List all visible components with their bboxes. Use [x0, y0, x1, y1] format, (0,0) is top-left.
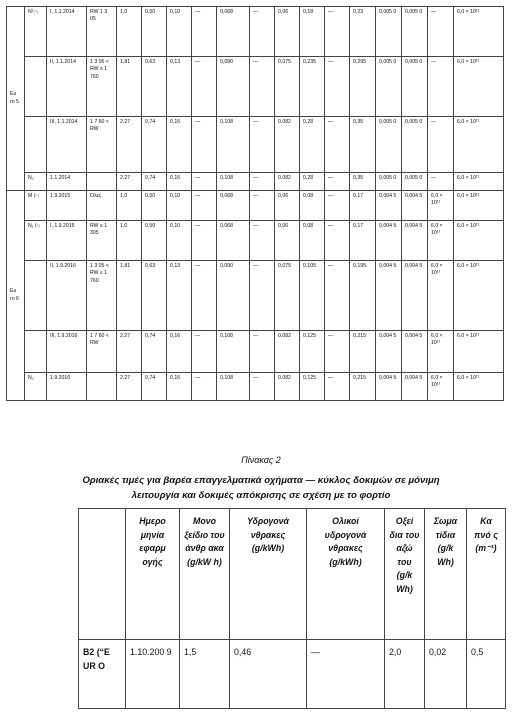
- table-cell-pm: 0,06: [275, 221, 300, 261]
- vehicle-category-cell: [25, 173, 47, 191]
- table-cell-c1: —: [325, 191, 350, 221]
- table-cell-rw: RW 1 3 05: [87, 7, 117, 57]
- table-cell-pn: 0,125: [300, 331, 325, 373]
- table-cell-hc: 0,74: [142, 117, 167, 173]
- table-row: [7, 57, 504, 117]
- table-cell: 0,02: [425, 640, 467, 709]
- table-cell-hc: 0,50: [142, 7, 167, 57]
- header-cell: Υδρογονά νθρακες (g/kWh): [230, 509, 307, 640]
- row-label: B2 (“E UR O: [79, 640, 126, 709]
- header-cell: Οξεί δια του αζώ του (g/k Wh): [385, 509, 425, 640]
- vehicle-category: N₂: [28, 375, 34, 381]
- table-cell: 0,5: [467, 640, 506, 709]
- table-cell-hc: 0,50: [142, 221, 167, 261]
- table-cell-c4: 0,004 5: [402, 331, 428, 373]
- header-cell: Μονο ξείδιο του άνθρ ακα (g/kW h): [180, 509, 230, 640]
- table-cell-pn: 0,235: [300, 57, 325, 117]
- emissions-limits-table-euro5-euro6: [6, 6, 504, 401]
- table-cell-rw: 1 3 05 < RW ≤ 1 760: [87, 261, 117, 331]
- table-cell: 1.10.200 9: [126, 640, 180, 709]
- table-cell-pm: 0,075: [275, 261, 300, 331]
- table-cell-nh3: —: [250, 191, 275, 221]
- heavy-duty-limits-table: [78, 508, 506, 709]
- table-cell-co: 2,27: [117, 173, 142, 191]
- table-cell-nh3: —: [250, 373, 275, 401]
- table-cell-ch4: —: [192, 117, 217, 173]
- table-cell-c4: 0,005 0: [402, 173, 428, 191]
- table-cell-pm: 0,075: [275, 57, 300, 117]
- table-cell-pn: 0,105: [300, 261, 325, 331]
- table-row: [7, 117, 504, 173]
- footnote-ref: ⁶⁾): [35, 194, 40, 198]
- table-cell-nh3: —: [250, 331, 275, 373]
- vehicle-category: N₂: [28, 175, 34, 181]
- table-cell-rw: Όλες: [87, 191, 117, 221]
- vehicle-category-cell: [25, 7, 47, 57]
- table-cell-hc: 0,74: [142, 331, 167, 373]
- table-cell-c5: —: [428, 117, 454, 173]
- table-cell-c1: —: [325, 261, 350, 331]
- table-cell-c3: 0,004 5: [376, 373, 402, 401]
- table-cell-c2: 0,23: [350, 7, 376, 57]
- table-cell-c6: 6,0 × 10¹¹: [454, 221, 504, 261]
- vehicle-category-cell: [25, 331, 47, 373]
- table-cell: 2,0: [385, 640, 425, 709]
- vehicle-category: M (: [28, 193, 36, 199]
- table-row: [79, 640, 506, 709]
- table-cell-co: 1,0: [117, 7, 142, 57]
- table-cell-ch4: —: [192, 57, 217, 117]
- table-cell-c1: —: [325, 221, 350, 261]
- table-cell-nmhc: 0,16: [167, 373, 192, 401]
- table-cell-nmhc: 0,10: [167, 7, 192, 57]
- table-cell-hc: 0,63: [142, 261, 167, 331]
- header-cell: [79, 509, 126, 640]
- table-cell-c3: 0,004 5: [376, 221, 402, 261]
- table-row: [7, 173, 504, 191]
- table-cell-c2: 0,295: [350, 57, 376, 117]
- table-row: [7, 331, 504, 373]
- table-cell-rw: 1 3 05 < RW ≤ 1 760: [87, 57, 117, 117]
- table-cell-c5: 6,0 × 10¹¹: [428, 261, 454, 331]
- vehicle-category-cell: [25, 373, 47, 401]
- table-cell-co: 1,81: [117, 57, 142, 117]
- table-cell-date: II, 1.1.2014: [47, 57, 87, 117]
- table-cell-c4: 0,004 5: [402, 191, 428, 221]
- table-cell-c6: 6,0 × 10¹¹: [454, 57, 504, 117]
- table-cell: 0,46: [230, 640, 307, 709]
- table-row: [7, 191, 504, 221]
- table-cell-ch4: —: [192, 173, 217, 191]
- table-cell-nox: 0,108: [217, 373, 250, 401]
- euro-stage-label: Eu ro 5: [7, 7, 25, 191]
- table-cell-nox: 0,108: [217, 331, 250, 373]
- vehicle-category-cell: [25, 261, 47, 331]
- table-cell-nh3: —: [250, 173, 275, 191]
- table-cell-c1: —: [325, 331, 350, 373]
- table-cell-rw: RW ≤ 1 305: [87, 221, 117, 261]
- table-cell-c1: —: [325, 7, 350, 57]
- table-cell-ch4: —: [192, 191, 217, 221]
- table-cell-ch4: —: [192, 221, 217, 261]
- table-cell-nh3: —: [250, 261, 275, 331]
- header-cell: Σωμα τίδια (g/k Wh): [425, 509, 467, 640]
- table-cell-c5: 6,0 × 10¹¹: [428, 373, 454, 401]
- table-cell-c5: 6,0 × 10¹¹: [428, 221, 454, 261]
- table-cell-pn: 0,28: [300, 117, 325, 173]
- table-cell-pm: 0,06: [275, 7, 300, 57]
- table-cell-rw: [87, 373, 117, 401]
- table-cell-c3: 0,005 0: [376, 57, 402, 117]
- table-cell-co: 2,27: [117, 373, 142, 401]
- table-cell-nh3: —: [250, 117, 275, 173]
- table-cell-nmhc: 0,16: [167, 331, 192, 373]
- table-cell-nox: 0,090: [217, 57, 250, 117]
- table-cell-c2: 0,215: [350, 331, 376, 373]
- table-cell-rw: 1 7 60 < RW: [87, 117, 117, 173]
- table-cell-pm: 0,082: [275, 117, 300, 173]
- table-cell-c4: 0,005 0: [402, 117, 428, 173]
- table-cell-date: 1.9.2015: [47, 191, 87, 221]
- table-cell-nh3: —: [250, 221, 275, 261]
- table-cell-hc: 0,74: [142, 373, 167, 401]
- table-cell: 1,5: [180, 640, 230, 709]
- table-title-line2: λειτουργία και δοκιμές απόκρισης σε σχέση με το φορτίο: [131, 490, 391, 501]
- table-cell-c6: 6,0 × 10¹¹: [454, 373, 504, 401]
- table-cell-c6: 6,0 × 10¹¹: [454, 7, 504, 57]
- table-cell-c6: 6,0 × 10¹¹: [454, 173, 504, 191]
- table-cell-pm: 0,082: [275, 373, 300, 401]
- table-cell-c3: 0,005 0: [376, 173, 402, 191]
- table-cell-nh3: —: [250, 7, 275, 57]
- footnote-ref: (⁶⁾): [33, 10, 39, 14]
- table-cell-pm: 0,082: [275, 173, 300, 191]
- table-cell: —: [307, 640, 385, 709]
- footnote-ref: ⁶⁾): [36, 224, 41, 228]
- euro-stage-label: Eu ro 6: [7, 191, 25, 401]
- table-cell-nmhc: 0,13: [167, 261, 192, 331]
- table-cell-co: 2,27: [117, 117, 142, 173]
- table-cell-date: 1.1.2014: [47, 173, 87, 191]
- table-row: [7, 373, 504, 401]
- table-header-row: [79, 509, 506, 640]
- table-cell-date: I, 1.1.2014: [47, 7, 87, 57]
- table-cell-c1: —: [325, 173, 350, 191]
- table-cell-nh3: —: [250, 57, 275, 117]
- table-cell-c1: —: [325, 57, 350, 117]
- table-number: Πίνακας 2: [241, 455, 281, 465]
- table-cell-pn: 0,18: [300, 7, 325, 57]
- table-cell-pn: 0,08: [300, 221, 325, 261]
- table-row: [7, 7, 504, 57]
- table-cell-co: 2,27: [117, 331, 142, 373]
- table-cell-date: 1.9.2016: [47, 373, 87, 401]
- vehicle-category-cell: [25, 221, 47, 261]
- vehicle-category-cell: [25, 117, 47, 173]
- table-cell-c4: 0,004 5: [402, 221, 428, 261]
- table-cell-hc: 0,50: [142, 191, 167, 221]
- table-cell-pn: 0,125: [300, 373, 325, 401]
- table-cell-c1: —: [325, 117, 350, 173]
- table-cell-nmhc: 0,13: [167, 57, 192, 117]
- table-cell-c2: 0,195: [350, 261, 376, 331]
- table-cell-c2: 0,35: [350, 117, 376, 173]
- header-cell: Ολικοί υδρογονά νθρακες (g/kWh): [307, 509, 385, 640]
- table-cell-pn: 0,08: [300, 191, 325, 221]
- table-cell-nox: 0,068: [217, 221, 250, 261]
- table-cell-c4: 0,005 0: [402, 7, 428, 57]
- table-row: [7, 221, 504, 261]
- table-cell-c6: 6,0 × 10¹¹: [454, 191, 504, 221]
- table-cell-pm: 0,082: [275, 331, 300, 373]
- table-cell-ch4: —: [192, 261, 217, 331]
- table-title-line1: Οριακές τιμές για βαρέα επαγγελματικά οχήματα — κύκλος δοκιμών σε μόνιμη: [82, 475, 440, 486]
- table-cell-nmhc: 0,16: [167, 173, 192, 191]
- vehicle-category-cell: [25, 57, 47, 117]
- table-cell-nox: 0,090: [217, 261, 250, 331]
- table-cell-c6: 6,0 × 10¹¹: [454, 261, 504, 331]
- table-cell-c2: 0,35: [350, 173, 376, 191]
- header-cell: Κα πνό ς (m⁻¹): [467, 509, 506, 640]
- vehicle-category: N₁ (: [28, 223, 37, 229]
- table-cell-c3: 0,005 0: [376, 7, 402, 57]
- table-cell-c5: —: [428, 173, 454, 191]
- table-cell-rw: [87, 173, 117, 191]
- table-cell-date: III, 1.9.2016: [47, 331, 87, 373]
- table-cell-c2: 0,17: [350, 191, 376, 221]
- table-cell-c6: 6,0 × 10¹¹: [454, 117, 504, 173]
- table-cell-c3: 0,004 5: [376, 191, 402, 221]
- table-cell-date: II, 1.9.2016: [47, 261, 87, 331]
- table-cell-nmhc: 0,10: [167, 191, 192, 221]
- table-cell-co: 1,0: [117, 191, 142, 221]
- table-cell-c3: 0,005 0: [376, 117, 402, 173]
- header-cell: Ημερο μηνία εφαρμ ογής: [126, 509, 180, 640]
- table-cell-c4: 0,004 5: [402, 261, 428, 331]
- table-cell-c5: —: [428, 57, 454, 117]
- vehicle-category: N¹: [28, 9, 34, 15]
- table-cell-nox: 0,108: [217, 173, 250, 191]
- table-cell-c1: —: [325, 373, 350, 401]
- table-cell-hc: 0,63: [142, 57, 167, 117]
- table-cell-c2: 0,215: [350, 373, 376, 401]
- table-cell-c4: 0,005 0: [402, 57, 428, 117]
- table-cell-date: I, 1.9.2015: [47, 221, 87, 261]
- table-cell-pm: 0,06: [275, 191, 300, 221]
- table-cell-c5: 6,0 × 10¹¹: [428, 331, 454, 373]
- table-cell-rw: 1 7 60 < RW: [87, 331, 117, 373]
- table-cell-date: III, 1.1.2014: [47, 117, 87, 173]
- table-cell-nox: 0,068: [217, 191, 250, 221]
- table-cell-c3: 0,004 5: [376, 331, 402, 373]
- table-cell-c5: 6,0 × 10¹¹: [428, 191, 454, 221]
- table-cell-c6: 6,0 × 10¹¹: [454, 331, 504, 373]
- table-cell-c2: 0,17: [350, 221, 376, 261]
- table-cell-c3: 0,004 5: [376, 261, 402, 331]
- table-cell-nmhc: 0,10: [167, 221, 192, 261]
- vehicle-category-cell: [25, 191, 47, 221]
- table-cell-c5: —: [428, 7, 454, 57]
- table-cell-co: 1,81: [117, 261, 142, 331]
- table-cell-c4: 0,004 5: [402, 373, 428, 401]
- table-cell-nox: 0,108: [217, 117, 250, 173]
- table-cell-ch4: —: [192, 331, 217, 373]
- table-cell-co: 1,0: [117, 221, 142, 261]
- table-cell-ch4: —: [192, 373, 217, 401]
- table-cell-nox: 0,068: [217, 7, 250, 57]
- table-cell-pn: 0,28: [300, 173, 325, 191]
- table-cell-ch4: —: [192, 7, 217, 57]
- table-cell-hc: 0,74: [142, 173, 167, 191]
- table-row: [7, 261, 504, 331]
- table-cell-nmhc: 0,16: [167, 117, 192, 173]
